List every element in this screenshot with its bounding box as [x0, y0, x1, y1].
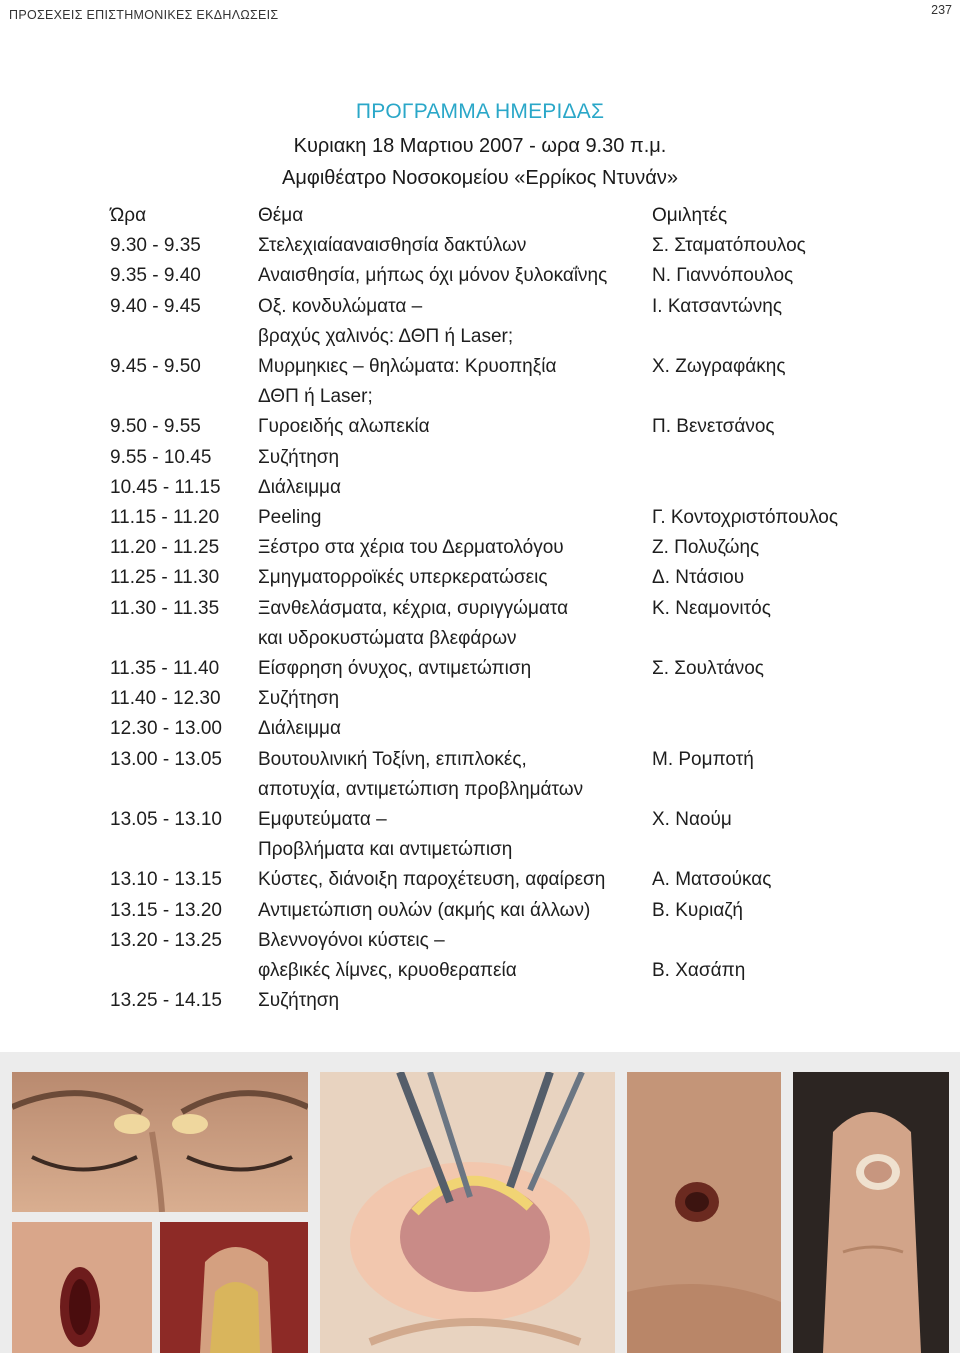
session-speaker: Ζ. Πολυζώης: [652, 537, 760, 559]
page-header: [0, 0, 960, 30]
session-topic-line: Βλεννογόνοι κύστεις –: [258, 929, 445, 951]
photo-strip: [0, 1052, 960, 1353]
session-topic-line: βραχύς χαλινός: ΔΘΠ ή Laser;: [258, 325, 514, 347]
schedule-rows: [110, 231, 910, 1016]
schedule-row: [110, 714, 910, 744]
session-time: 9.55 - 10.45: [110, 446, 212, 468]
session-speaker: [652, 926, 902, 986]
session-topic: [258, 926, 652, 986]
session-speaker: Π. Βενετσάνος: [652, 416, 775, 438]
schedule-row: [110, 865, 910, 895]
page-number: 237: [931, 3, 952, 17]
session-topic-line: Προβλήματα και αντιμετώπιση: [258, 839, 513, 861]
program-title: ΠΡΟΓΡΑΜΜΑ ΗΜΕΡΙΔΑΣ: [355, 100, 605, 123]
schedule-row: [110, 443, 910, 473]
session-speaker: Α. Ματσούκας: [652, 869, 772, 891]
session-time: 12.30 - 13.00: [110, 718, 222, 740]
session-time: 9.30 - 9.35: [110, 235, 201, 257]
session-topic: [258, 684, 652, 714]
skin-lesion-photo: [627, 1072, 781, 1353]
session-topic-line: Συζήτηση: [258, 688, 340, 710]
session-topic-line: Είσφρηση όνυχος, αντιμετώπιση: [258, 658, 532, 680]
session-time: 9.50 - 9.55: [110, 416, 201, 438]
session-time: 13.15 - 13.20: [110, 899, 222, 921]
schedule-row: [110, 352, 910, 412]
session-topic-line: Συζήτηση: [258, 990, 340, 1012]
session-topic-line: Αντιμετώπιση ουλών (ακμής και άλλων): [258, 899, 591, 921]
program-date: Κυριακη 18 Μαρτιου 2007 - ωρα 9.30 π.μ.: [293, 135, 667, 157]
session-speaker: Μ. Ρομποτή: [652, 748, 754, 770]
schedule-row: [110, 231, 910, 261]
session-topic: [258, 443, 652, 473]
topic-column-header: Θέμα: [258, 205, 304, 226]
session-topic: [258, 503, 652, 533]
session-topic: [258, 231, 652, 261]
session-topic: [258, 594, 652, 654]
session-topic: [258, 292, 652, 352]
session-topic-line: Στελεχιαίααναισθησία δακτύλων: [258, 235, 527, 257]
session-topic-line: Βουτουλινική Τοξίνη, επιπλοκές,: [258, 748, 527, 770]
schedule-row: [110, 533, 910, 563]
session-topic-line: ΔΘΠ ή Laser;: [258, 386, 373, 408]
session-speaker: Σ. Σταματόπουλος: [652, 235, 806, 257]
session-topic: [258, 865, 652, 895]
session-topic-line: Διάλειμμα: [258, 476, 341, 498]
schedule-table: [110, 201, 910, 1016]
session-time: 11.40 - 12.30: [110, 688, 221, 710]
session-speaker: [652, 443, 902, 473]
session-time: 11.25 - 11.30: [110, 567, 220, 589]
excision-illustration-photo: [320, 1072, 615, 1353]
session-speaker: [652, 714, 902, 744]
session-time: 11.30 - 11.35: [110, 597, 220, 619]
schedule-row: [110, 594, 910, 654]
session-topic: [258, 412, 652, 442]
session-time: 13.10 - 13.15: [110, 869, 222, 891]
session-topic: [258, 896, 652, 926]
schedule-row: [110, 473, 910, 503]
session-topic-line: αποτυχία, αντιμετώπιση προβλημάτων: [258, 778, 584, 800]
session-topic-line: Συζήτηση: [258, 446, 340, 468]
session-topic-line: Σμηγματορροϊκές υπερκερατώσεις: [258, 567, 548, 589]
schedule-row: [110, 654, 910, 684]
session-topic: [258, 714, 652, 744]
session-speaker: Ι. Κατσαντώνης: [652, 295, 783, 317]
session-topic: [258, 654, 652, 684]
session-topic-line: Κύστες, διάνοιξη παροχέτευση, αφαίρεση: [258, 869, 606, 891]
schedule-row: [110, 745, 910, 805]
session-topic-line: Εμφυτεύματα –: [258, 809, 387, 831]
session-speaker: [652, 684, 902, 714]
schedule-row: [110, 292, 910, 352]
schedule-row: [110, 926, 910, 986]
session-topic: [258, 986, 652, 1016]
session-speaker: Κ. Νεαμονιτός: [652, 597, 771, 619]
session-topic-line: Ξέστρο στα χέρια του Δερματολόγου: [258, 537, 564, 559]
session-speaker: Χ. Ζωγραφάκης: [652, 356, 786, 378]
schedule-row: [110, 563, 910, 593]
session-time: 13.20 - 13.25: [110, 929, 222, 951]
schedule-row: [110, 684, 910, 714]
session-time: 9.40 - 9.45: [110, 295, 201, 317]
eyelids-xanthelasma-photo: [12, 1072, 308, 1212]
session-speaker: Σ. Σουλτάνος: [652, 658, 764, 680]
finger-lesion-photo: [793, 1072, 949, 1353]
session-speaker: Δ. Ντάσιου: [652, 567, 745, 589]
schedule-row: [110, 986, 910, 1016]
session-topic-line: φλεβικές λίμνες, κρυοθεραπεία: [258, 960, 517, 982]
program-venue: Αμφιθέατρο Νοσοκομείου «Ερρίκος Ντυνάν»: [282, 167, 678, 189]
schedule-header-row: [110, 201, 910, 231]
session-time: 11.20 - 11.25: [110, 537, 220, 559]
session-time: 13.25 - 14.15: [110, 990, 222, 1012]
session-topic: [258, 805, 652, 865]
session-time: 10.45 - 11.15: [110, 476, 221, 498]
session-topic: [258, 352, 652, 412]
session-topic-line: Ξανθελάσματα, κέχρια, συριγγώματα: [258, 597, 569, 619]
session-speaker: Ν. Γιαννόπουλος: [652, 265, 794, 287]
session-topic: [258, 533, 652, 563]
mucosal-lesion-photo: [12, 1222, 152, 1353]
schedule-row: [110, 412, 910, 442]
session-time: 11.35 - 11.40: [110, 658, 220, 680]
nail-lesion-photo: [160, 1222, 308, 1353]
session-speaker: Γ. Κοντοχριστόπουλος: [652, 507, 839, 529]
speaker-column-header: Ομιλητές: [652, 205, 728, 226]
session-topic-line: Διάλειμμα: [258, 718, 341, 740]
session-time: 11.15 - 11.20: [110, 507, 220, 529]
time-column-header: Ώρα: [110, 205, 147, 226]
schedule-row: [110, 896, 910, 926]
schedule-row: [110, 503, 910, 533]
session-time: 9.35 - 9.40: [110, 265, 201, 287]
session-time: 9.45 - 9.50: [110, 356, 201, 378]
session-speaker: [652, 986, 902, 1016]
session-topic-line: Μυρμηκιες – θηλώματα: Κρυοπηξία: [258, 356, 557, 378]
session-speaker: Β. Κυριαζή: [652, 899, 743, 921]
session-topic: [258, 745, 652, 805]
session-topic: [258, 563, 652, 593]
schedule-row: [110, 261, 910, 291]
session-speaker-name: Β. Χασάπη: [652, 960, 746, 982]
session-topic-line: Γυροειδής αλωπεκία: [258, 416, 430, 438]
running-header-title: ΠΡΟΣΕΧΕΙΣ ΕΠΙΣΤΗΜΟΝΙΚΕΣ ΕΚΔΗΛΩΣΕΙΣ: [9, 8, 279, 22]
schedule-row: [110, 805, 910, 865]
session-speaker: [652, 473, 902, 503]
session-topic-line: Αναισθησία, μήπως όχι μόνον ξυλοκαΐνης: [258, 265, 608, 287]
session-topic-line: και υδροκυστώματα βλεφάρων: [258, 627, 517, 649]
session-topic: [258, 261, 652, 291]
session-topic-line: Peeling: [258, 507, 322, 529]
session-time: 13.05 - 13.10: [110, 809, 222, 831]
session-topic-line: Οξ. κονδυλώματα –: [258, 295, 423, 317]
session-speaker: Χ. Ναούμ: [652, 809, 732, 831]
session-topic: [258, 473, 652, 503]
session-time: 13.00 - 13.05: [110, 748, 222, 770]
